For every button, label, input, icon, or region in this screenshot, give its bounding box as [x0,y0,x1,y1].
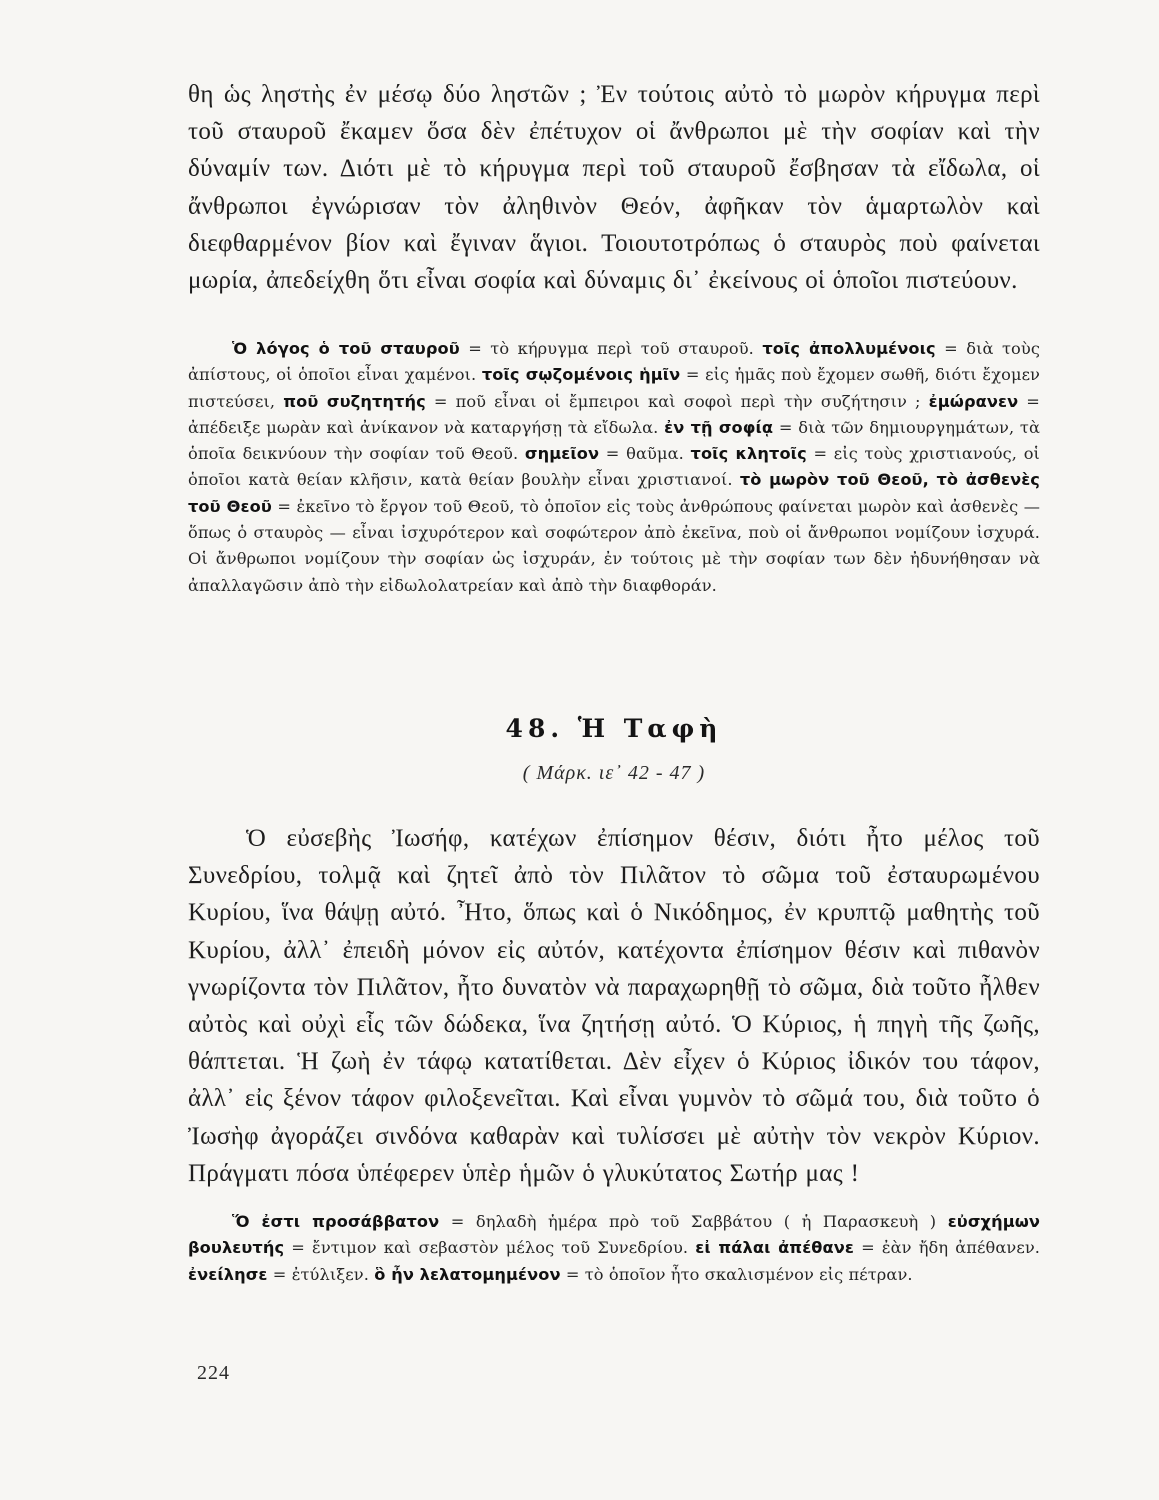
section-heading: 48. Ἡ Ταφὴ [505,714,723,743]
note-term: Ὅ ἐστι προσάββατον [232,1212,440,1231]
note-gloss: = διὰ τῶν δημιουργημάτων, τὰ ὁποῖα δεικνύουν τὴν σοφίαν τοῦ Θεοῦ. [188,417,1040,464]
note-term: τοῖς σῳζομένοις ἡμῖν [481,365,681,385]
body-paragraph-2 [188,820,1040,1192]
notes-paragraph [188,1209,1040,1288]
note-term: ἐνείλησε [188,1264,268,1284]
note-term: Ὁ λόγος ὁ τοῦ σταυροῦ [232,339,460,358]
note-term: ἐμώρανεν [928,391,1019,411]
note-term: ὃ ἦν λελατομημένον [374,1264,561,1284]
page-number: 224 [197,1362,230,1384]
note-term: ποῦ συζητητής [283,391,426,411]
note-gloss: = ἐκεῖνο τὸ ἔργον τοῦ Θεοῦ, τὸ ὁποῖον εἰς τοὺς ἀνθρώπους φαίνεται μωρὸν καὶ ἀσθενὲς — ὅπως ὁ σταυρὸς — εἶναι ἰσχυρότερον καὶ σοφώτερον ἀπὸ ἐκεῖνα, ποὺ οἱ ἄνθρωποι νομίζουν ἰσχυρά. Οἱ ἄνθρωποι νομίζουν τὴν σοφίαν ὡς ἰσχυράν, ἐν τούτοις μὲ τὴν σοφίαν των δὲν ἠδυνήθησαν νὰ ἀπαλλαγῶσιν ἀπὸ τὴν εἰδωλολατρείαν καὶ ἀπὸ τὴν διαφθοράν. [188,496,1040,595]
note-term: τὸ μωρὸν τοῦ Θεοῦ, τὸ ἀσθενὲς τοῦ Θεοῦ [188,470,1040,516]
note-gloss: = θαῦμα. [599,444,691,464]
note-gloss: = εἰς ἡμᾶς ποὺ ἔχομεν σωθῆ, διότι ἔχομεν πιστεύσει, [188,365,1040,411]
note-term: τοῖς ἀπολλυμένοις [762,339,936,358]
notes-paragraph [188,336,1040,599]
note-term: εἰ πάλαι ἀπέθανε [695,1238,854,1258]
note-term: ἐν τῇ σοφίᾳ [664,417,774,437]
note-gloss: = τὸ ὁποῖον ἦτο σκαλισμένον εἰς πέτραν. [560,1264,913,1284]
paragraph-text: θη ὡς ληστὴς ἐν μέσῳ δύο ληστῶν ; Ἐν τούτοις αὐτὸ τὸ μωρὸν κήρυγμα περὶ τοῦ σταυροῦ ἔκαμεν ὅσα δὲν ἐπέτυχον οἱ ἄνθρωποι μὲ τὴν σοφίαν καὶ τὴν δύναμίν των. Διότι μὲ τὸ κήρυγμα περὶ τοῦ σταυροῦ ἔσβησαν τὰ εἴδωλα, οἱ ἄνθρωποι ἐγνώρισαν τὸν ἀληθινὸν Θεόν, ἀφῆκαν τὸν ἁμαρτωλὸν καὶ διεφθαρμένον βίον καὶ ἔγιναν ἅγιοι. Τοιουτοτρόπως ὁ σταυρὸς ποὺ φαίνεται μωρία, ἀπεδείχθη ὅτι εἶναι σοφία καὶ δύναμις δι᾽ ἐκείνους οἱ ὁποῖοι πιστεύουν. [188,81,1040,295]
note-gloss: = τὸ κήρυγμα περὶ τοῦ σταυροῦ. [459,339,763,358]
note-gloss: = δηλαδὴ ἡμέρα πρὸ τοῦ Σαββάτου ( ἡ Παρασκευὴ ) [439,1212,948,1231]
body-paragraph-1 [188,76,1040,299]
note-gloss: = ἐὰν ἤδη ἀπέθανεν. [854,1238,1041,1258]
note-gloss: = εἰς τοὺς χριστιανούς, οἱ ὁποῖοι κατὰ θείαν κλῆσιν, κατὰ θείαν βουλὴν εἶναι χριστιανοί. [188,444,1040,490]
note-gloss: = ἐτύλιξεν. [267,1264,375,1284]
scripture-reference: ( Μάρκ. ιε᾽ 42 - 47 ) [522,762,706,784]
note-gloss: = διὰ τοὺς ἀπίστους, οἱ ὁποῖοι εἶναι χαμένοι. [188,339,1040,385]
glossary-notes-1 [188,336,1040,599]
glossary-notes-2 [188,1209,1040,1288]
note-term: τοῖς κλητοῖς [690,444,807,464]
note-gloss: = ἀπέδειξε μωρὰν καὶ ἀνίκανον νὰ καταργήσῃ τὰ εἴδωλα. [188,391,1040,437]
note-term: εὐσχήμων βουλευτής [188,1212,1041,1258]
note-term: σημεῖον [524,444,600,464]
note-gloss: = ποῦ εἶναι οἱ ἔμπειροι καὶ σοφοὶ περὶ τὴν συζήτησιν ; [425,391,929,411]
note-gloss: = ἔντιμον καὶ σεβαστὸν μέλος τοῦ Συνεδρίου. [284,1238,696,1258]
paragraph-text: Ὁ εὐσεβὴς Ἰωσήφ, κατέχων ἐπίσημον θέσιν, διότι ἦτο μέλος τοῦ Συνεδρίου, τολμᾷ καὶ ζητεῖ ἀπὸ τὸν Πιλᾶτον τὸ σῶμα τοῦ ἐσταυρωμένου Κυρίου, ἵνα θάψῃ αὐτό. Ἦτο, ὅπως καὶ ὁ Νικόδημος, ἐν κρυπτῷ μαθητὴς τοῦ Κυρίου, ἀλλ᾽ ἐπειδὴ μόνον εἰς αὐτόν, κατέχοντα ἐπίσημον θέσιν καὶ πιθανὸν γνωρίζοντα τὸν Πιλᾶτον, ἦτο δυνατὸν νὰ παραχωρηθῇ τὸ σῶμα, διὰ τοῦτο ἦλθεν αὐτὸς καὶ οὐχὶ εἷς τῶν δώδεκα, ἵνα ζητήσῃ αὐτό. Ὁ Κύριος, ἡ πηγὴ τῆς ζωῆς, θάπτεται. Ἡ ζωὴ ἐν τάφῳ κατατίθεται. Δὲν εἶχεν ὁ Κύριος ἰδικόν του τάφον, ἀλλ᾽ εἰς ξένον τάφον φιλοξενεῖται. Καὶ εἶναι γυμνὸν τὸ σῶμά του, διὰ τοῦτο ὁ Ἰωσὴφ ἀγοράζει σινδόνα καθαρὰν καὶ τυλίσσει μὲ αὐτὴν τὸν νεκρὸν Κύριον. Πράγματι πόσα ὑπέφερεν ὑπὲρ ἡμῶν ὁ γλυκύτατος Σωτήρ μας ! [188,825,1040,1187]
